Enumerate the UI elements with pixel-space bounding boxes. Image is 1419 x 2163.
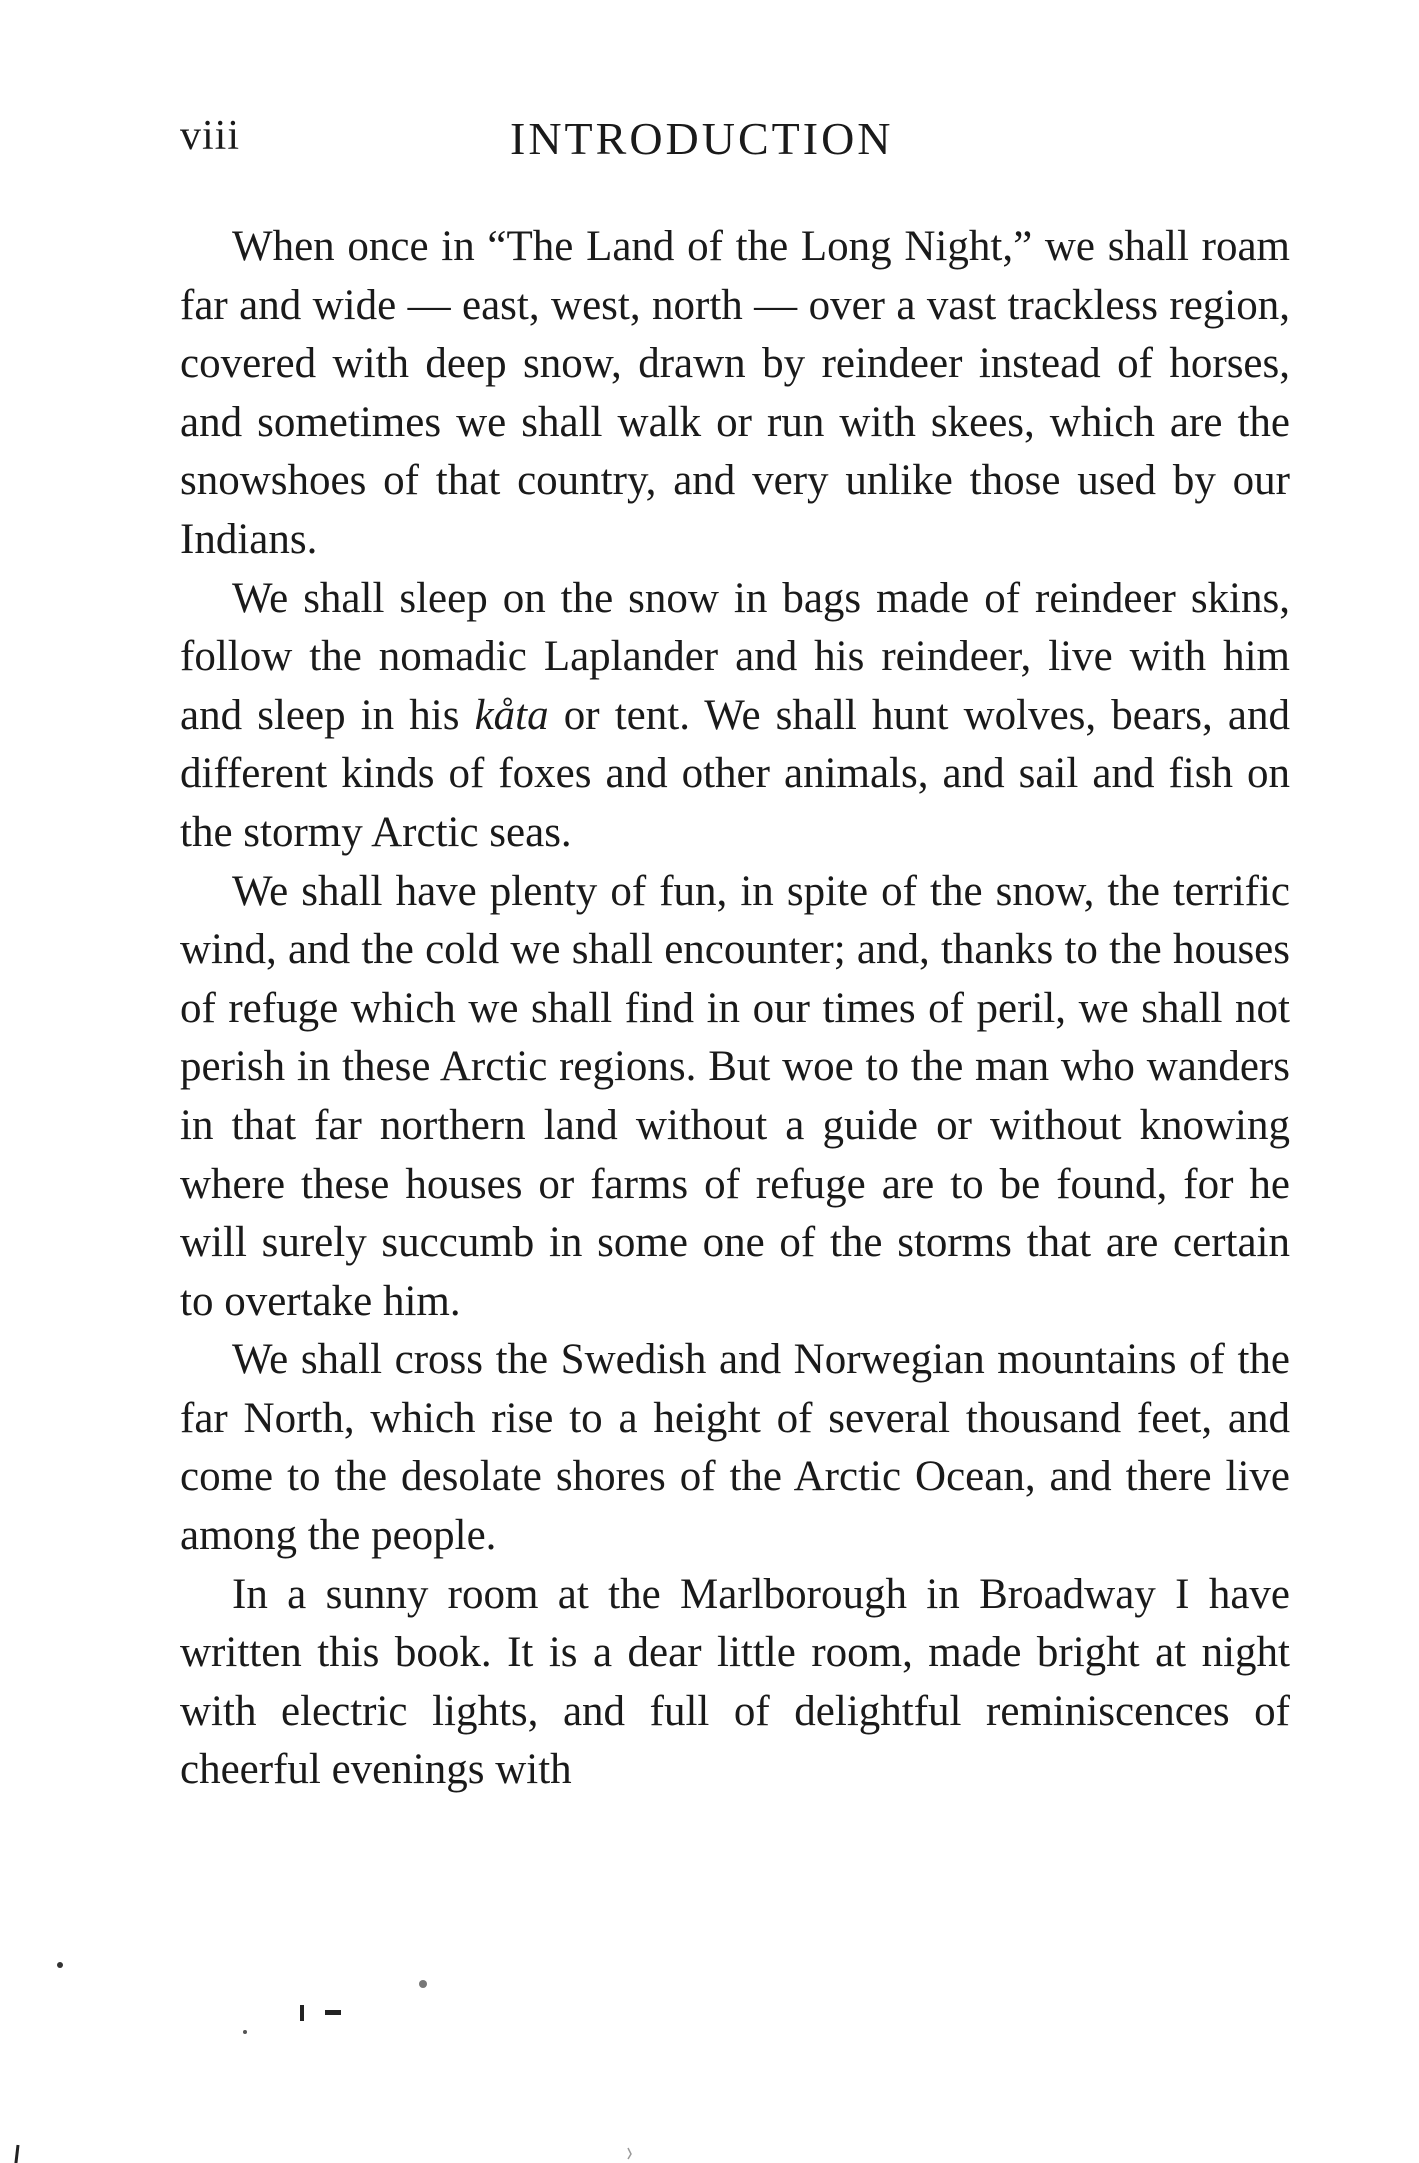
paragraph-plenty-of-fun: We shall have plenty of fun, in spite of the snow, the terrific wind, and the cold we shall encounter; and, thanks to the houses of refuge which we shall find in our times of peril, we shall not perish in these Arctic regions. But woe to the man who wanders in that far northern land without a guide or without knowing where these houses or farms of refuge are to be found, for he will surely succumb in some one of the storms that are certain to overtake him. xyxy=(180,867,1290,1325)
ink-speck xyxy=(57,1962,63,1968)
running-head: INTRODUCTION xyxy=(510,113,894,164)
paragraph-text-before: We shall sleep on the snow in bags made of reindeer skins, follow the nomadic Laplander and his reindeer, live with him and sleep in his xyxy=(180,574,1290,739)
ink-speck xyxy=(300,2005,304,2021)
kata-italic-word: kåta xyxy=(474,691,549,739)
paragraph-text-after: or tent. We shall hunt wolves, bears, and different kinds of foxes and other animals, and sail and fish on the stormy Arctic seas. xyxy=(180,691,1290,856)
paragraph-sunny-room: In a sunny room at the Marlborough in Broadway I have written this book. It is a dear little room, made bright at night with electric lights, and full of delightful reminiscences of cheerful evenings with xyxy=(180,1570,1290,1794)
paragraph-sleep-on-snow xyxy=(180,570,1290,863)
paragraph-land-of-long-night: When once in “The Land of the Long Night,” we shall roam far and wide — east, west, north — over a vast trackless region, covered with deep snow, drawn by reindeer instead of horses, and sometimes we shall walk or run with skees, which are the snowshoes of that country, and very unlike those used by our Indians. xyxy=(180,223,1290,563)
ink-speck xyxy=(243,2030,247,2034)
paragraph-cross-mountains: We shall cross the Swedish and Norwegian mountains of the far North, which rise to a height of several thousand feet, and come to the desolate shores of the Arctic Ocean, and there live among the people. xyxy=(180,1336,1290,1560)
page-header xyxy=(180,112,1290,172)
ink-speck xyxy=(325,2010,341,2015)
ink-speck xyxy=(628,2148,631,2159)
ink-speck xyxy=(419,1980,427,1988)
body-text xyxy=(180,218,1290,1800)
page-number: viii xyxy=(180,113,241,159)
ink-speck xyxy=(14,2145,18,2163)
